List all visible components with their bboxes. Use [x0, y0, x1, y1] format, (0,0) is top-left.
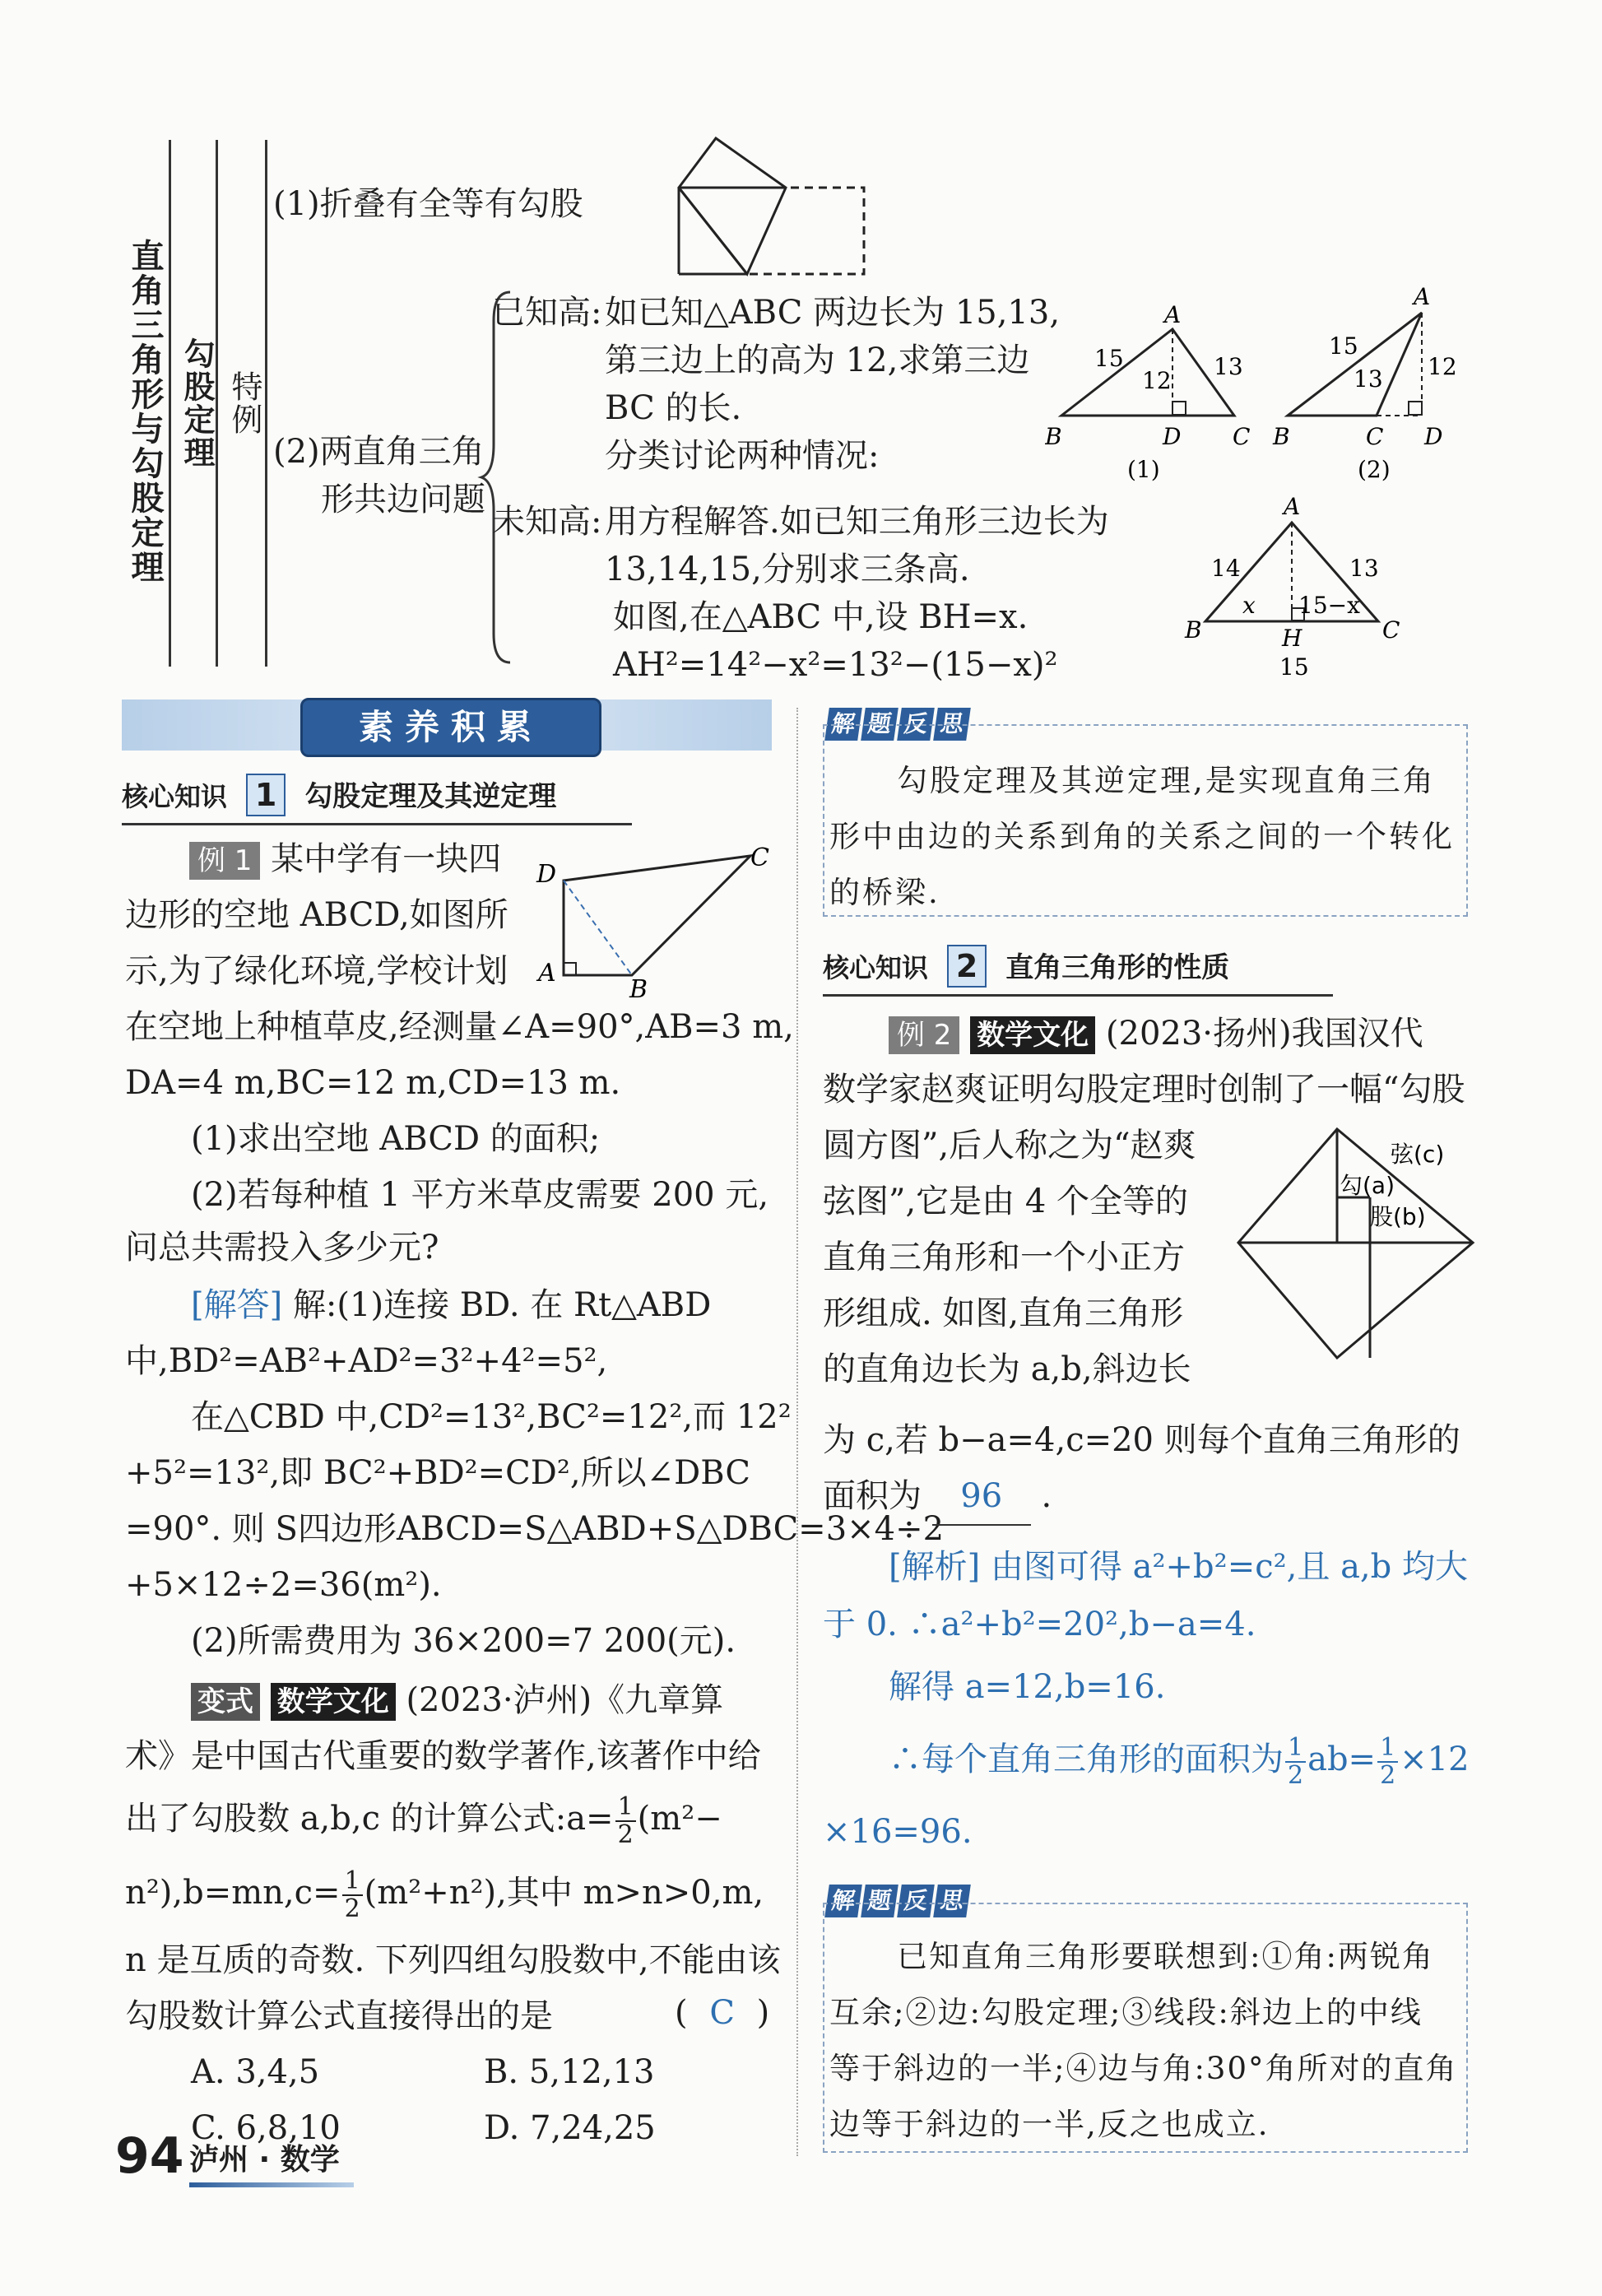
fig1-label-C: C: [1233, 423, 1251, 450]
fig3-15-minus-x: 15−x: [1298, 592, 1360, 619]
map-item2-line2: 形共边问题: [321, 481, 485, 518]
reflect2-line2: 互余;②边:勾股定理;③线段:斜边上的中线: [829, 1995, 1423, 2030]
ex2-analysis-tag: [解析]: [889, 1548, 981, 1586]
zhao-label-hyp: 弦(c): [1391, 1141, 1445, 1168]
ex2-tag-culture: 数学文化: [970, 1016, 1095, 1054]
ex2-line9: 面积为 96 .: [823, 1468, 1052, 1526]
ex2-analysis-line3: 解得 a=12,b=16.: [889, 1668, 1166, 1706]
var1-line1: 变式 数学文化 (2023·泸州)《九章算: [191, 1672, 723, 1728]
var1-option-a[interactable]: A. 3,4,5: [191, 2053, 320, 2091]
ex2-line8: 为 c,若 b−a=4,c=20 则每个直角三角形的: [823, 1421, 1460, 1459]
map-sub-title: 勾股定理: [179, 337, 215, 469]
var1-frac-2: $\frac{1}{2}$: [342, 1868, 363, 1922]
ex2-answer-blank: 96: [932, 1468, 1031, 1526]
fold-figure: [675, 132, 872, 280]
ex1-ans-line7: (2)所需费用为 36×200=7 200(元).: [191, 1622, 736, 1660]
fig3-label-B: B: [1185, 616, 1202, 644]
map-curly-brace: [477, 288, 518, 667]
fig2-label-C: C: [1366, 423, 1384, 450]
ex2-line3: 圆方图”,后人称之为“赵爽: [823, 1127, 1196, 1164]
ex2-analysis-line2: 于 0. ∴a²+b²=20²,b−a=4.: [823, 1606, 1256, 1643]
kp1-header: [122, 774, 632, 825]
ex1-q2a: (2)若每种植 1 平方米草皮需要 200 元,: [191, 1176, 769, 1214]
kp2-title: 直角三角形的性质: [1005, 951, 1230, 984]
fig1-side-13: 13: [1214, 353, 1243, 380]
ex1-q1: (1)求出空地 ABCD 的面积;: [191, 1120, 601, 1158]
triangle-figure-3: [1177, 494, 1415, 687]
fig2-label-A: A: [1414, 283, 1431, 310]
reflect1-line1: 勾股定理及其逆定理,是实现直角三角: [897, 763, 1436, 798]
triangle-figure-1: [1045, 296, 1267, 486]
reflect2-line3: 等于斜边的一半;④边与角:30°角所对的直角: [829, 2051, 1458, 2086]
known-height-l1: 如已知△ABC 两边长为 15,13,: [605, 294, 1061, 332]
ex2-line1: 例 2 数学文化 (2023·扬州)我国汉代: [889, 1006, 1423, 1062]
ex1-ans-line4: +5²=13²,即 BC²+BD²=CD²,所以∠DBC: [125, 1454, 750, 1492]
quad-label-C: C: [750, 844, 769, 872]
ex2-tag: 例 2: [889, 1016, 959, 1054]
column-divider: [796, 708, 798, 2156]
quadrilateral-figure: [535, 839, 782, 1000]
known-height-l2: 第三边上的高为 12,求第三边: [605, 342, 1030, 379]
unknown-height-l2: 13,14,15,分别求三条高.: [605, 551, 970, 588]
map-bracket-1: [169, 140, 171, 667]
var1-line4: n²),b=mn,c= $\frac{1}{2}$ (m²+n²),其中 m>n>0,m,: [125, 1866, 764, 1923]
kp2-header: [823, 945, 1333, 997]
var1-line2: 术》是中国古代重要的数学著作,该著作中给: [125, 1737, 761, 1775]
kp1-label: 核心知识: [122, 781, 228, 812]
fig1-side-15: 15: [1094, 345, 1124, 372]
page-number: 94: [115, 2127, 184, 2185]
var1-line3: 出了勾股数 a,b,c 的计算公式:a= $\frac{1}{2}$ (m²−: [125, 1792, 722, 1849]
reflect1-line2: 形中由边的关系到角的关系之间的一个转化: [829, 819, 1455, 854]
var1-answer-parens: ( C ): [675, 1994, 770, 2032]
quad-label-A: A: [538, 959, 556, 988]
var1-answer: C: [709, 1994, 735, 2032]
map-bracket-2: [216, 140, 218, 667]
ex1-ans-line5: =90°. 则 S四边形ABCD=S△ABD+S△DBC=3×4÷2: [125, 1510, 945, 1548]
ex1-line3: 示,为了绿化环境,学校计划: [125, 952, 508, 990]
map-sub-sub-title: 特例: [226, 370, 262, 436]
fig1-caption: (1): [1127, 456, 1160, 483]
ex2-line6: 形组成. 如图,直角三角形: [823, 1294, 1184, 1332]
kp1-number: 1: [246, 774, 286, 816]
map-item1: (1)折叠有全等有勾股: [273, 185, 583, 223]
fig3-side-14: 14: [1211, 555, 1241, 582]
fig2-label-B: B: [1273, 423, 1290, 450]
var1-option-d[interactable]: D. 7,24,25: [484, 2109, 656, 2147]
fig3-label-H: H: [1282, 625, 1302, 652]
quad-label-B: B: [629, 975, 648, 1000]
ex2-line4: 弦图”,它是由 4 个全等的: [823, 1183, 1189, 1220]
footer-text: 泸州 · 数学: [189, 2143, 340, 2177]
map-item2-line1: (2)两直角三角: [273, 433, 485, 471]
ex2-line2: 数学家赵爽证明勾股定理时创制了一幅“勾股: [823, 1071, 1465, 1108]
fig3-label-A: A: [1284, 494, 1301, 520]
kp2-label: 核心知识: [823, 952, 929, 983]
unknown-height-l1: 用方程解答.如已知三角形三边长为: [605, 503, 1109, 541]
var1-tag-culture: 数学文化: [271, 1683, 396, 1721]
ex1-tag: 例 1: [189, 842, 260, 880]
var1-option-c[interactable]: C. 6,8,10: [191, 2109, 341, 2147]
ex2-line5: 直角三角形和一个小正方: [823, 1239, 1185, 1276]
zhao-label-leg-b: 股(b): [1370, 1203, 1426, 1230]
kp2-number: 2: [947, 945, 987, 988]
ex1-ans-line6: +5×12÷2=36(m²).: [125, 1566, 442, 1604]
ex1-q2b: 问总共需投入多少元?: [125, 1229, 439, 1267]
unknown-height-l4: AH²=14²−x²=13²−(15−x)²: [613, 646, 1058, 684]
ex1-line1: 例 1 某中学有一块四: [189, 831, 501, 887]
kp1-title: 勾股定理及其逆定理: [304, 780, 557, 813]
reflect2-header: 解 题 反 思: [827, 1885, 968, 1917]
fig2-height-12: 12: [1428, 353, 1457, 380]
fig3-side-13: 13: [1349, 555, 1379, 582]
ex2-analysis-line4: ∴每个直角三角形的面积为 $\frac{1}{2}$ ab= $\frac{1}{2}$ ×12: [889, 1733, 1470, 1790]
fig2-label-D: D: [1424, 423, 1443, 450]
var1-option-b[interactable]: B. 5,12,13: [484, 2053, 655, 2091]
known-height-l4: 分类讨论两种情况:: [605, 437, 880, 475]
fig1-label-A: A: [1164, 301, 1182, 328]
fig2-side-15: 15: [1329, 332, 1358, 360]
ex2-line7: 的直角边长为 a,b,斜边长: [823, 1350, 1191, 1388]
ex1-ans-line3: 在△CBD 中,CD²=13²,BC²=12²,而 12²: [191, 1398, 792, 1436]
ex1-line5: DA=4 m,BC=12 m,CD=13 m.: [125, 1064, 621, 1102]
zhao-label-leg-a: 勾(a): [1340, 1172, 1395, 1199]
quad-label-D: D: [536, 860, 557, 889]
zhao-shuang-figure: [1234, 1119, 1481, 1374]
fig3-base-15: 15: [1279, 653, 1309, 681]
reflect1-header: 解 题 反 思: [827, 708, 968, 741]
ex1-ans-line2: 中,BD²=AB²+AD²=3²+4²=5²,: [125, 1342, 608, 1380]
ex2-analysis-line5: ×16=96.: [823, 1813, 973, 1851]
fig2-caption: (2): [1358, 456, 1391, 483]
ex1-ans-tag: [解答]: [191, 1286, 283, 1324]
map-main-title: 直角三角形与勾股定理: [126, 239, 164, 584]
var1-line6: 勾股数计算公式直接得出的是: [125, 1997, 553, 2035]
triangle-figure-2: [1271, 280, 1469, 486]
reflect2-line4: 边等于斜边的一半,反之也成立.: [829, 2107, 1270, 2142]
unknown-height-label: 未知高:: [492, 503, 602, 541]
ex2-analysis-line1: [解析] 由图可得 a²+b²=c²,且 a,b 均大: [889, 1548, 1468, 1586]
map-bracket-3: [265, 140, 267, 667]
ex1-line2: 边形的空地 ABCD,如图所: [125, 896, 508, 934]
reflect1-line3: 的桥梁.: [829, 875, 940, 910]
banner-title: 素养积累: [300, 698, 601, 757]
ex1-line4: 在空地上种植草皮,经测量∠A=90°,AB=3 m,: [125, 1008, 794, 1046]
fig3-x: x: [1242, 592, 1256, 619]
known-height-l3: BC 的长.: [605, 389, 742, 427]
unknown-height-l3: 如图,在△ABC 中,设 BH=x.: [613, 598, 1029, 636]
var1-tag: 变式: [191, 1683, 260, 1721]
fig2-side-13: 13: [1354, 365, 1383, 393]
ex1-ans-line1: [解答] 解:(1)连接 BD. 在 Rt△ABD: [191, 1286, 712, 1324]
fig1-label-D: D: [1163, 423, 1182, 450]
footer-underline: [189, 2182, 354, 2187]
fig1-label-B: B: [1045, 423, 1062, 450]
known-height-label: 已知高:: [492, 294, 602, 332]
var1-frac-1: $\frac{1}{2}$: [615, 1794, 636, 1848]
var1-line5: n 是互质的奇数. 下列四组勾股数中,不能由该: [125, 1941, 781, 1979]
fig3-label-C: C: [1382, 616, 1400, 644]
reflect2-line1: 已知直角三角形要联想到:①角:两锐角: [897, 1939, 1434, 1974]
fig1-height-12: 12: [1142, 367, 1172, 394]
